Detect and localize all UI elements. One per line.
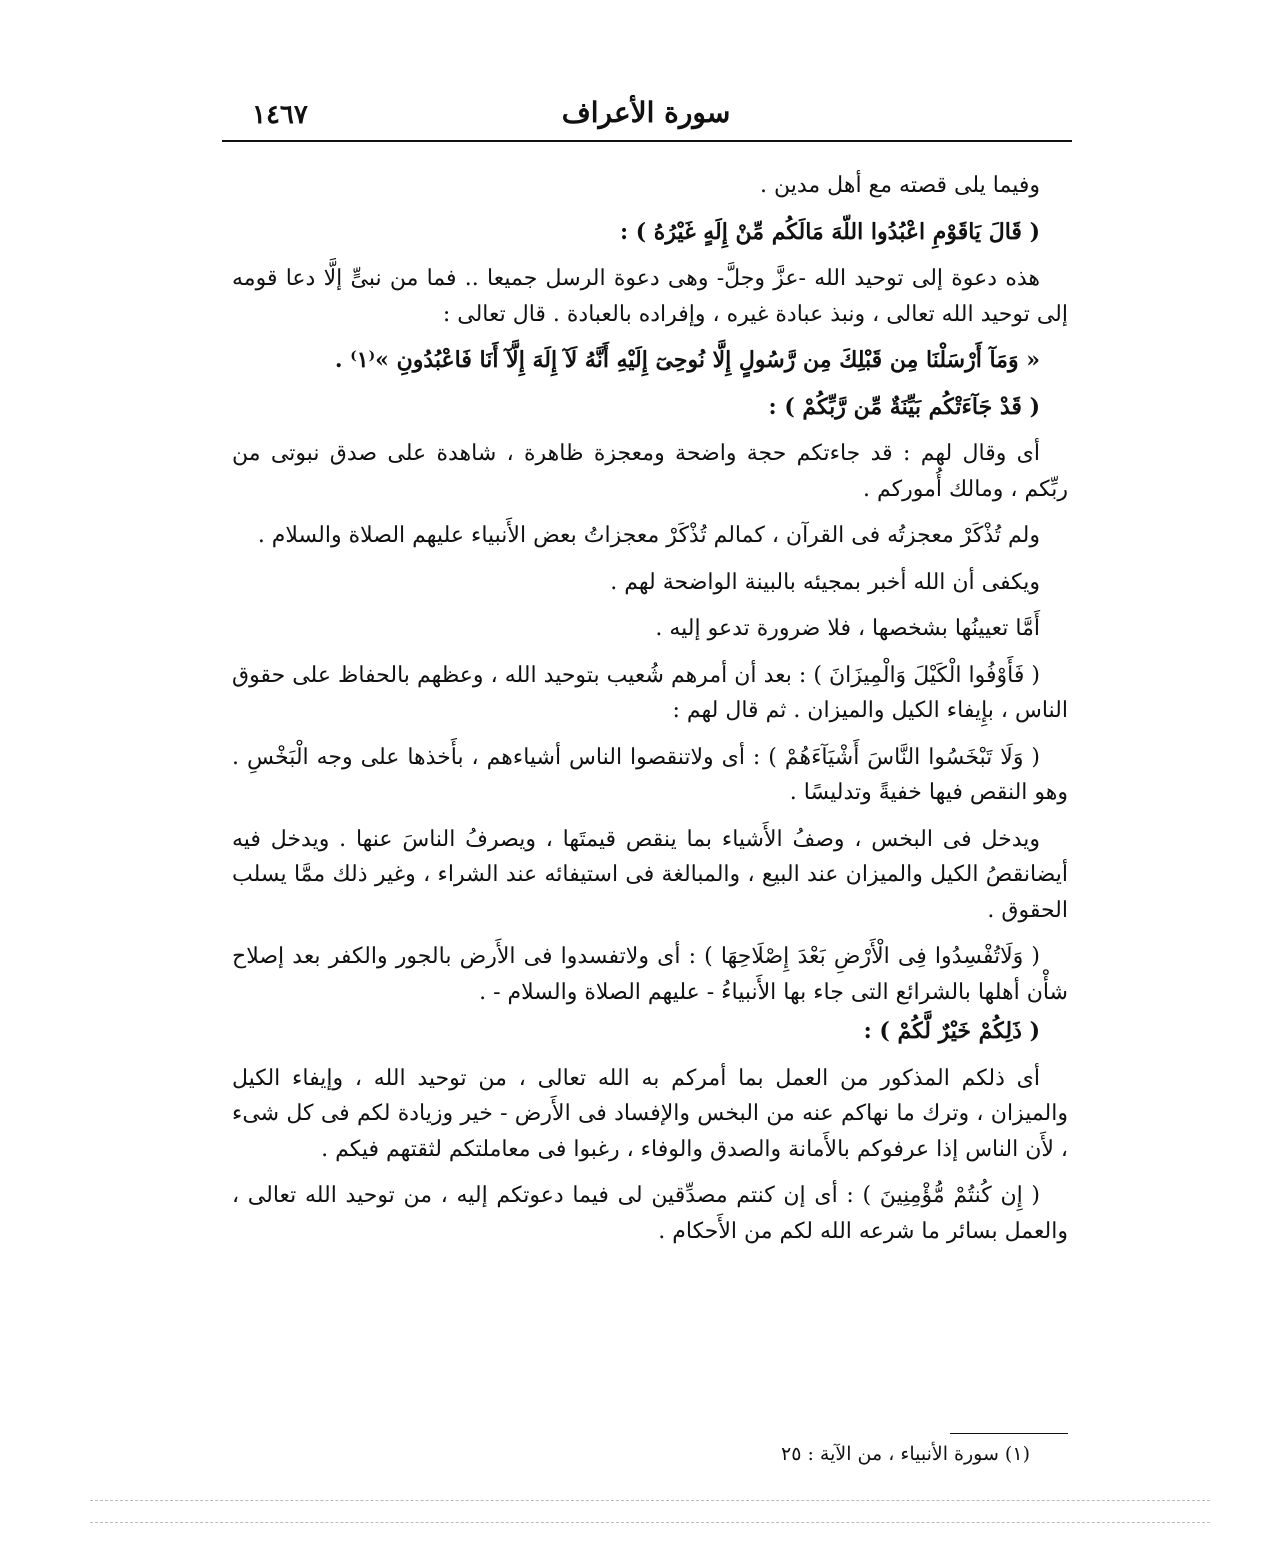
paragraph: أَمَّا تعيينُها بشخصها ، فلا ضرورة تدعو إليه . [655, 616, 1040, 641]
paragraph: « وَمَآ أَرْسَلْنَا مِن قَبْلِكَ مِن رَّسُولٍ إِلَّا نُوحِىٓ إِلَيْهِ أَنَّهُ لَآ إِلَهَ إِلَّآ أَنَا فَاعْبُدُونِ »⁽١⁾ . [334, 347, 1040, 373]
paragraph: ولم تُذْكَرْ معجزتُه فى القرآن ، كمالم تُذْكَرْ معجزاتُ بعض الأَنبياء عليهم الصلاة والسلام . [257, 523, 1040, 548]
page-header [222, 96, 1070, 136]
paragraph: ويكفى أن الله أخبر بمجيئه بالبينة الواضحة لهم . [610, 569, 1040, 595]
footnote-divider [950, 1433, 1068, 1434]
paragraph: وفيما يلى قصته مع أهل مدين . [760, 173, 1040, 198]
paragraph: أى وقال لهم : قد جاءتكم حجة واضحة ومعجزة ظاهرة ، شاهدة على صدق نبوتى من ربِّكم ، ومالك أُموركم . [232, 441, 1068, 502]
paragraph: ( وَلَاتُفْسِدُوا فِى الْأَرْضِ بَعْدَ إِصْلَاحِهَا ) : أى ولاتفسدوا فى الأَرض بالجور والكفر بعد إصلاح شأْن أهلها بالشرائع التى جاء بها الأَنبياءُ - عليهم الصلاة والسلام - . [232, 944, 1068, 1005]
paragraph: ( فَأَوْفُوا الْكَيْلَ وَالْمِيزَانَ ) : بعد أن أمرهم شُعيب بتوحيد الله ، وعظهم بالحفاظ على حقوق الناس ، بإِيفاء الكيل والميزان . ثم قال لهم : [232, 662, 1068, 723]
scan-artifact-line [90, 1500, 1210, 1501]
page-number: ١٤٦٧ [252, 100, 308, 130]
surah-title: سورة الأعراف [561, 96, 731, 129]
paragraph: ( قَدْ جَآءَتْكُم بَيِّنَةٌ مِّن رَّبِّكُمْ ) : [768, 393, 1040, 420]
paragraph: ( وَلَا تَبْخَسُوا النَّاسَ أَشْيَآءَهُمْ ) : أى ولاتنقصوا الناس أشياءهم ، بأَخذها على وجه الْبَخْسِ . وهو النقص فيها خفيةً وتدليسًا . [232, 744, 1068, 805]
paragraph: هذه دعوة إلى توحيد الله -عزَّ وجلَّ- وهى دعوة الرسل جميعا .. فما من نبىٍّ إلَّا دعا قومه إلى توحيد الله تعالى ، ونبذ عبادة غيره ، وإفراده بالعبادة . قال تعالى : [232, 266, 1068, 327]
body-text [232, 168, 1068, 1260]
header-divider [222, 140, 1072, 142]
paragraph: ( قَالَ يَاقَوْمِ اعْبُدُوا اللّهَ مَالَكُم مِّنْ إِلَهٍ غَيْرُهُ ) : [619, 218, 1040, 245]
paragraph: ويدخل فى البخس ، وصفُ الأَشياء بما ينقص قيمتَها ، ويصرفُ الناسَ عنها . ويدخل فيه أيضانقصُ الكيل والميزان عند البيع ، والمبالغة فى استيفائه عند الشراء ، وغير ذلك ممَّا يسلب الحقوق . [232, 826, 1068, 923]
paragraph: ( إِن كُنتُمْ مُّؤْمِنِينَ ) : أى إن كنتم مصدِّقين لى فيما دعوتكم إليه ، من توحيد الله تعالى ، والعمل بسائر ما شرعه الله لكم من الأَحكام . [232, 1183, 1068, 1244]
scan-artifact-line [90, 1522, 1210, 1523]
paragraph: أى ذلكم المذكور من العمل بما أمركم به الله تعالى ، من توحيد الله ، وإيفاء الكيل والميزان ، وترك ما نهاكم عنه من البخس والإفساد فى الأَرض - خير وزيادة لكم فى كل شىء ، لأَن الناس إذا عرفوكم بالأَمانة والصدق والوفاء ، رغبوا فى معاملتكم لثقتهم فيكم . [232, 1065, 1068, 1162]
footnote: (١) سورة الأنبياء ، من الآية : ٢٥ [781, 1443, 1030, 1465]
paragraph: ( ذَلِكُمْ خَيْرٌ لَّكُمْ ) : [863, 1018, 1040, 1044]
